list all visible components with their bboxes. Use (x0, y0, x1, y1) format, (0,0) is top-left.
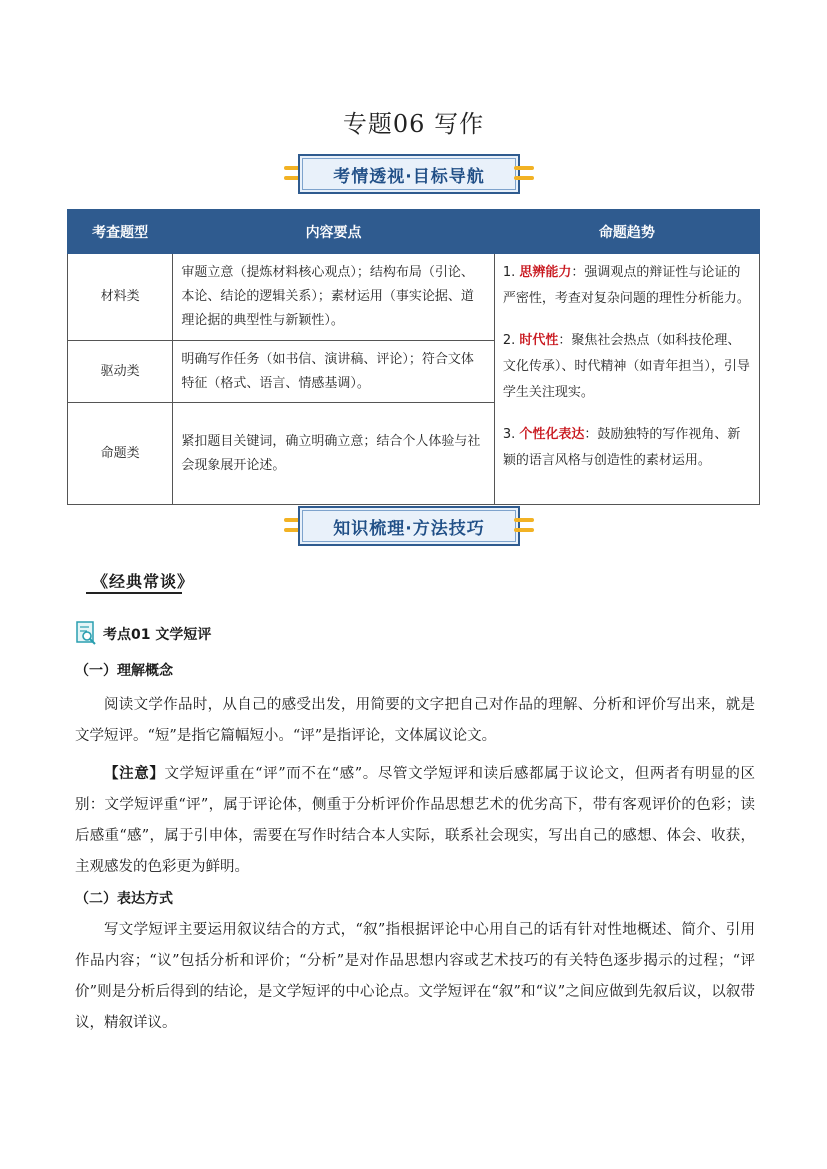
paragraph-expression: 写文学短评主要运用叙议结合的方式，“叙”指根据评论中心用自己的话有针对性地概述、简介、引用作品内容；“议”包括分析和评价；“分析”是对作品思想内容或艺术技巧的有关特色逐步揭示的过程；“评价”则是分析后得到的结论，是文学短评的中心论点。文学短评在“叙”和“议”之间应做到先叙后议，以叙带议，精叙详议。 (75, 922, 755, 1031)
banner-right-decoration (514, 166, 534, 182)
trend-item: 1. 思辨能力：强调观点的辩证性与论证的严密性，考查对复杂问题的理性分析能力。 (502, 265, 750, 306)
header-type: 考查题型 (68, 210, 173, 254)
note-tag: 【注意】 (104, 765, 165, 782)
section-heading: 《经典常谈》 (92, 572, 195, 591)
header-trend: 命题趋势 (494, 210, 759, 254)
section-underline (86, 592, 182, 594)
kaodian-label: 考点01 文学短评 (103, 627, 212, 643)
banner-knowledge-methods (284, 506, 534, 546)
exam-overview-table (67, 209, 760, 505)
banner-label: 知识梳理·方法技巧 (333, 519, 485, 539)
banner-label: 考情透视·目标导航 (333, 167, 485, 187)
row-type: 命题类 (68, 403, 173, 505)
header-points: 内容要点 (173, 210, 495, 254)
subheading-expression: （二）表达方式 (75, 891, 173, 907)
magnifier-document-icon (75, 621, 97, 645)
row-type: 材料类 (68, 254, 173, 341)
banner-right-decoration (514, 518, 534, 534)
subheading-concept: （一）理解概念 (75, 663, 173, 679)
paragraph-concept: 阅读文学作品时，从自己的感受出发，用简要的文字把自己对作品的理解、分析和评价写出来，就是文学短评。“短”是指它篇幅短小。“评”是指评论，文体属议论文。 (75, 697, 755, 744)
row-points: 审题立意（提炼材料核心观点）；结构布局（引论、本论、结论的逻辑关系）；素材运用（事实论据、道理论据的典型性与新颖性）。 (173, 254, 495, 341)
table-row (68, 254, 760, 341)
table-header-row (68, 210, 760, 254)
row-type: 驱动类 (68, 341, 173, 403)
trend-item: 3. 个性化表达：鼓励独特的写作视角、新颖的语言风格与创造性的素材运用。 (502, 427, 741, 468)
trend-item: 2. 时代性：聚焦社会热点（如科技伦理、文化传承）、时代精神（如青年担当），引导学生关注现实。 (502, 333, 750, 400)
row-points: 紧扣题目关键词，确立明确立意；结合个人体验与社会现象展开论述。 (173, 403, 495, 505)
banner-exam-overview (284, 154, 534, 194)
paragraph-note: 【注意】文学短评重在“评”而不在“感”。尽管文学短评和读后感都属于议论文，但两者有明显的区别：文学短评重“评”，属于评论体，侧重于分析评价作品思想艺术的优劣高下，带有客观评价的色彩；读后感重“感”，属于引申体，需要在写作时结合本人实际，联系社会现实，写出自己的感想、体会、收获，主观感发的色彩更为鲜明。 (75, 765, 756, 875)
page-title: 专题06 写作 (342, 110, 485, 138)
trend-cell (494, 254, 759, 505)
row-points: 明确写作任务（如书信、演讲稿、评论）；符合文体特征（格式、语言、情感基调）。 (173, 341, 495, 403)
